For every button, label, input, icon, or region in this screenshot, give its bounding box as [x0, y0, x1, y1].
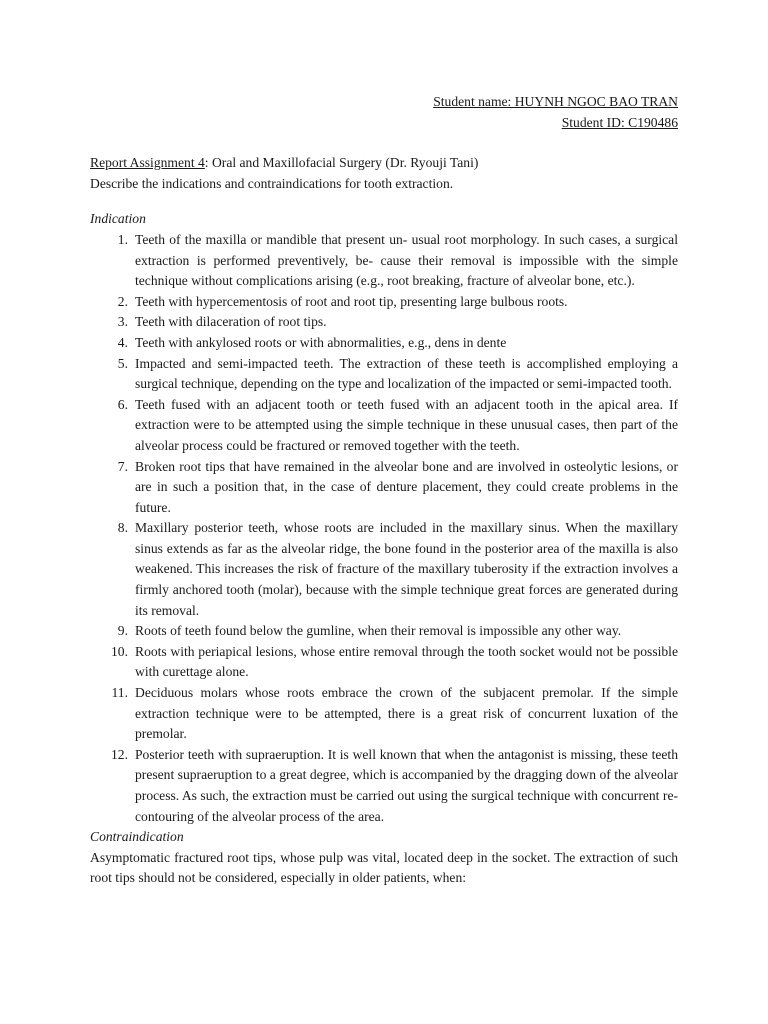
list-number: 8.	[117, 520, 128, 536]
list-number: 1.	[117, 231, 128, 247]
list-text: Roots of teeth found below the gumline, when their removal is impossible any other way.	[135, 623, 622, 639]
list-text: Teeth with dilaceration of root tips.	[135, 314, 327, 330]
indication-item	[90, 395, 678, 457]
indication-item	[90, 518, 678, 621]
list-text: Teeth with hypercementosis of root and root tip, presenting large bulbous roots.	[135, 293, 568, 309]
student-id: Student ID: C190486	[561, 114, 678, 130]
list-number: 10.	[111, 643, 128, 659]
indication-item	[90, 457, 678, 519]
list-number: 9.	[117, 623, 128, 639]
report-title	[90, 153, 678, 174]
indication-item	[90, 642, 678, 683]
list-text: Teeth with ankylosed roots or with abnormalities, e.g., dens in dente	[135, 334, 507, 350]
indication-list	[90, 230, 678, 827]
list-text: Impacted and semi-impacted teeth. The extraction of these teeth is accomplished employing a surgical technique, depending on the type and localization of the impacted or semi-impacted tooth.	[135, 355, 678, 392]
list-number: 7.	[117, 458, 128, 474]
indication-item	[90, 292, 678, 313]
report-assignment-label: Report Assignment 4	[90, 155, 205, 171]
report-question: Describe the indications and contraindications for tooth extraction.	[90, 175, 454, 191]
indication-item	[90, 354, 678, 395]
list-number: 4.	[117, 334, 128, 350]
indication-heading: Indication	[90, 211, 146, 227]
list-text: Roots with periapical lesions, whose entire removal through the tooth socket would not be possible with curettage alone.	[135, 643, 678, 680]
list-text: Posterior teeth with supraeruption. It is well known that when the antagonist is missing, these teeth present supraeruption to a great degree, which is accompanied by the dragging down of the alveolar process. As such, the extraction must be carried out using the surgical technique with concurrent re- contouring of the alveolar process of the area.	[135, 746, 678, 824]
indication-item	[90, 230, 678, 292]
list-text: Teeth fused with an adjacent tooth or teeth fused with an adjacent tooth in the apical area. If extraction were to be attempted using the simple technique in these unusual cases, then part of the alveolar process could be fractured or removed together with the teeth.	[135, 396, 678, 453]
indication-item	[90, 312, 678, 333]
indication-item	[90, 745, 678, 827]
list-number: 6.	[117, 396, 128, 412]
contraindication-heading: Contraindication	[90, 829, 184, 845]
list-number: 5.	[117, 355, 128, 371]
indication-item	[90, 333, 678, 354]
list-number: 3.	[117, 314, 128, 330]
list-number: 2.	[117, 293, 128, 309]
document-page	[90, 92, 678, 889]
student-name: Student name: HUYNH NGOC BAO TRAN	[433, 94, 678, 109]
contraindication-paragraph: Asymptomatic fractured root tips, whose pulp was vital, located deep in the socket. The extraction of such root tips should not be considered, especially in older patients, when:	[90, 849, 678, 886]
student-info	[90, 92, 678, 133]
list-text: Deciduous molars whose roots embrace the crown of the subjacent premolar. If the simple extraction technique were to be attempted, there is a great risk of concurrent luxation of the premolar.	[135, 685, 678, 742]
indication-item	[90, 683, 678, 745]
report-course: : Oral and Maxillofacial Surgery (Dr. Ryouji Tani)	[204, 155, 479, 171]
indication-item	[90, 621, 678, 642]
list-number: 11.	[111, 685, 128, 701]
list-text: Teeth of the maxilla or mandible that present un- usual root morphology. In such cases, a surgical extraction is performed preventively, be- cause their removal is impossible with the simple technique without complications arising (e.g., root breaking, fracture of alveolar bone, etc.).	[135, 231, 678, 289]
list-text: Broken root tips that have remained in the alveolar bone and are involved in osteolytic lesions, or are in such a position that, in the case of denture placement, they could create problems in the future.	[135, 458, 678, 515]
list-text: Maxillary posterior teeth, whose roots are included in the maxillary sinus. When the maxillary sinus extends as far as the alveolar ridge, the bone found in the posterior area of the maxilla is also weakened. This increases the risk of fracture of the maxillary tuberosity if the extraction involves a firmly anchored tooth (molar), because with the simple technique great forces are generated during its removal.	[135, 520, 678, 618]
list-number: 12.	[111, 746, 128, 762]
